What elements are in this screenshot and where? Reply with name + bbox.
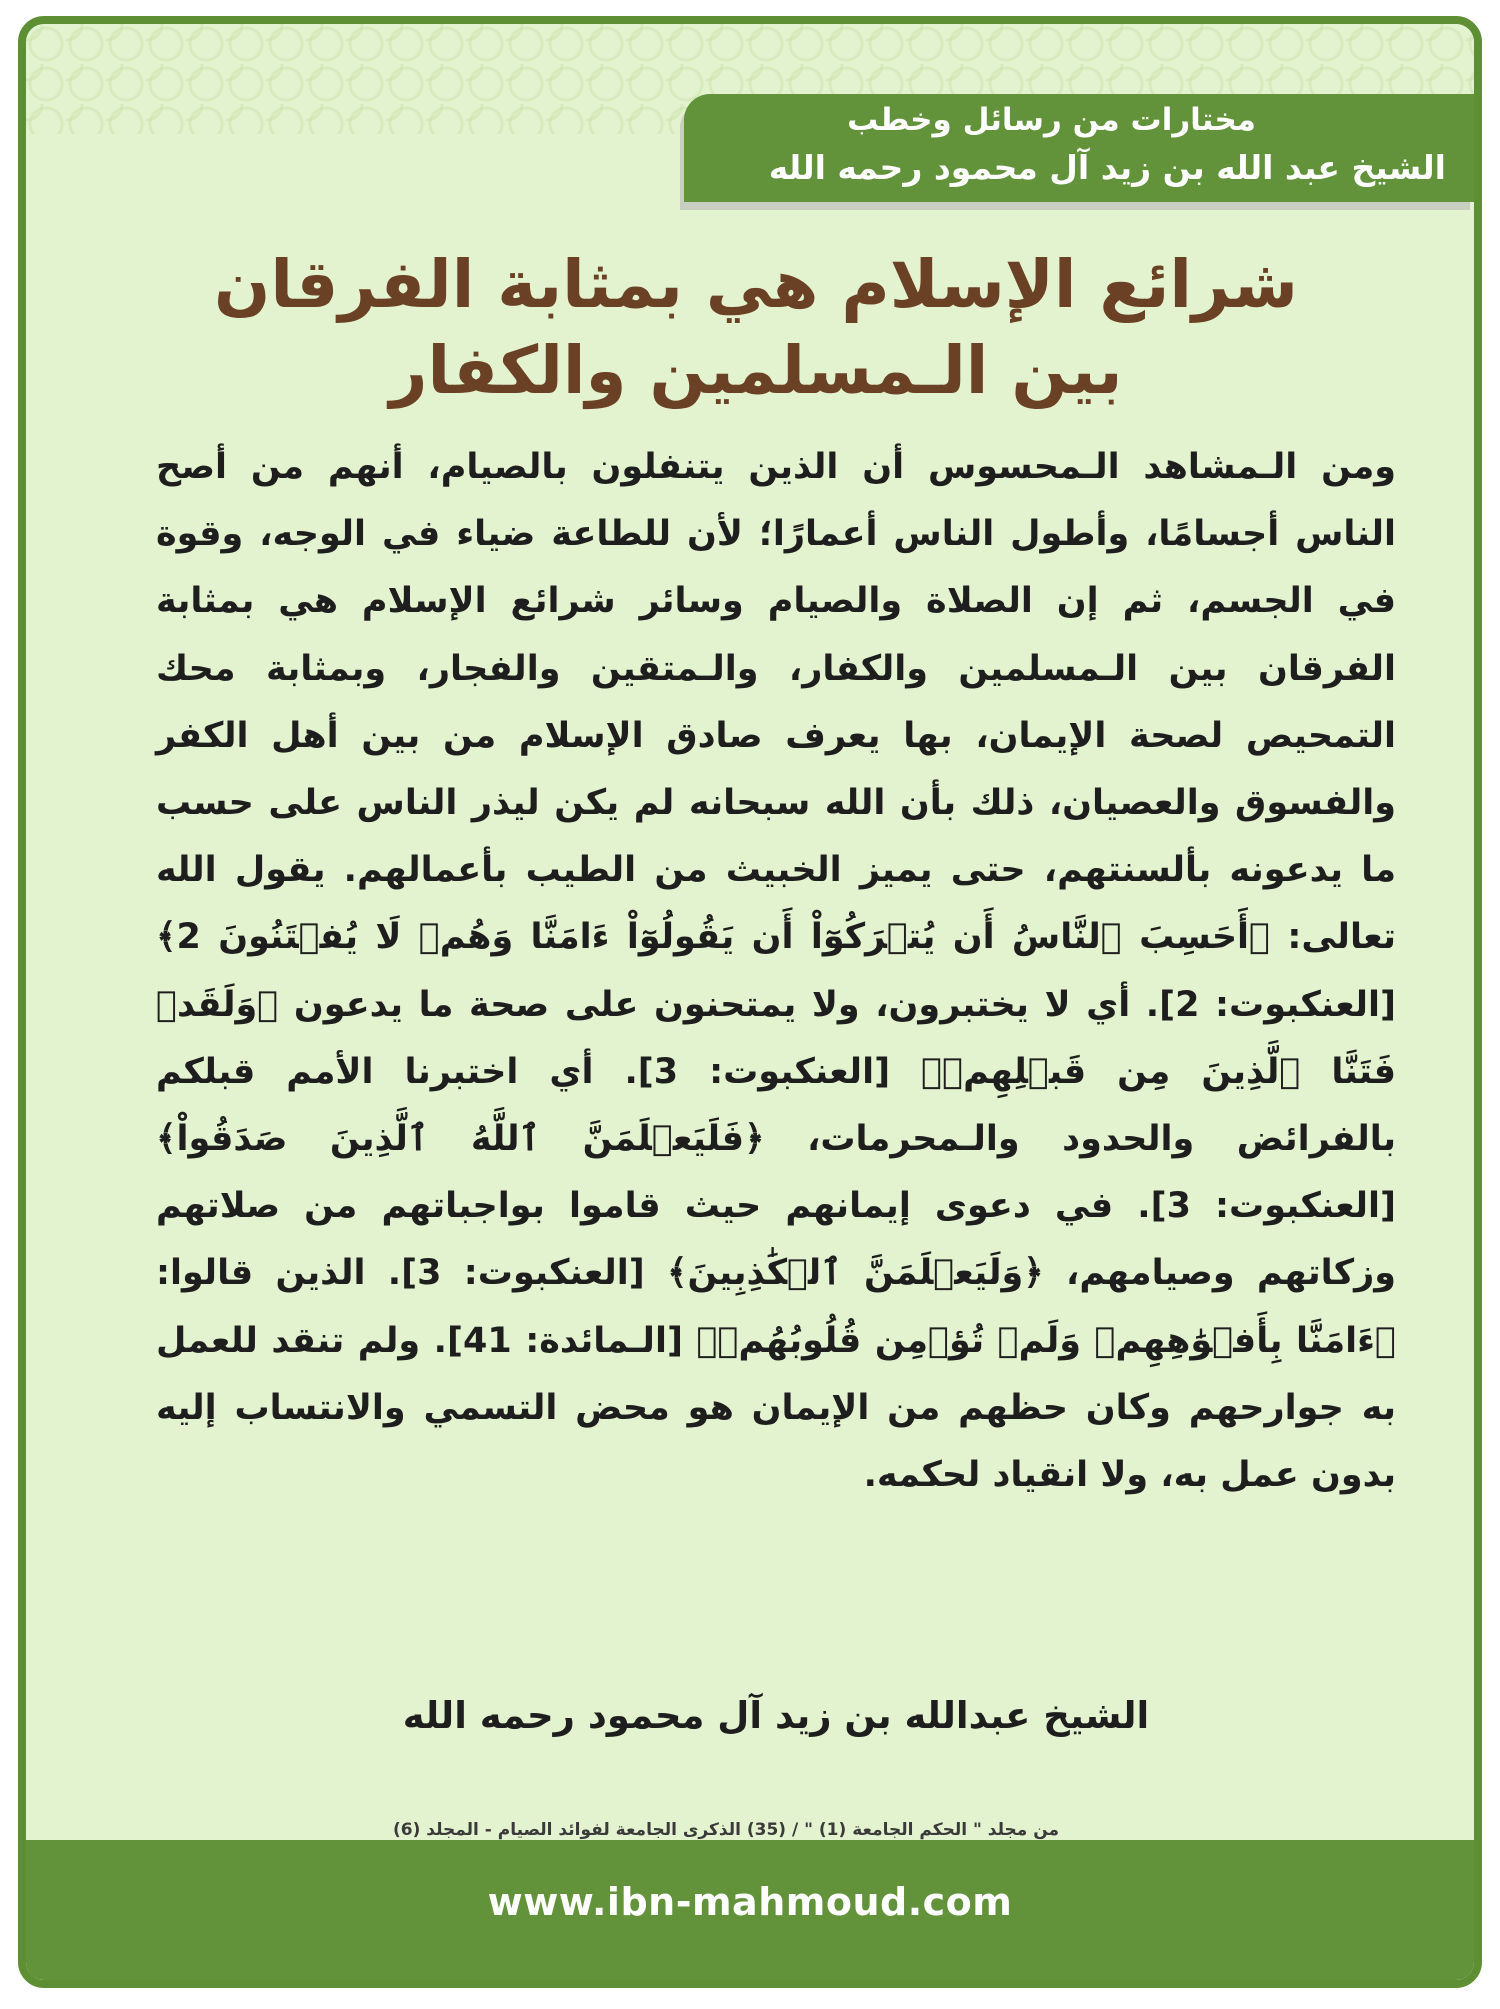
header-series-title: مختارات من رسائل وخطب <box>847 102 1256 138</box>
header-author: الشيخ عبد الله بن زيد آل محمود رحمه الله <box>768 148 1446 187</box>
footer-band <box>26 1840 1474 1980</box>
article-body: ومن الـمشاهد الـمحسوس أن الذين يتنفلون بالصيام، أنهم من أصح الناس أجسامًا، وأطول الناس أعمارًا؛ لأن للطاعة ضياء في الوجه، وقوة في الجسم، ثم إن الصلاة والصيام وسائر شرائع الإسلام هي بمثابة الفرقان بين الـمسلمين والكفار، والـمتقين والفجار، وبمثابة محك التمحيص لصحة الإيمان، بها يعرف صادق الإسلام من بين أهل الكفر والفسوق والعصيان، ذلك بأن الله سبحانه لم يكن ليذر الناس على حسب ما يدعونه بألسنتهم، حتى يميز الخبيث من الطيب بأعمالهم. يقول الله تعالى: ﴿أَحَسِبَ ٱلنَّاسُ أَن يُتۡرَكُوٓاْ أَن يَقُولُوٓاْ ءَامَنَّا وَهُمۡ لَا يُفۡتَنُونَ 2﴾ [العنكبوت: 2]. أي لا يختبرون، ولا يمتحنون على صحة ما يدعون ﴿وَلَقَدۡ فَتَنَّا ٱلَّذِينَ مِن قَبۡلِهِمۡ﴾ [العنكبوت: 3]. أي اختبرنا الأمم قبلكم بالفرائض والحدود والـمحرمات، ﴿فَلَيَعۡلَمَنَّ ٱللَّهُ ٱلَّذِينَ صَدَقُواْ﴾ [العنكبوت: 3]. في دعوى إيمانهم حيث قاموا بواجباتهم من صلاتهم وزكاتهم وصيامهم، ﴿وَلَيَعۡلَمَنَّ ٱلۡكَٰذِبِينَ﴾ [العنكبوت: 3]. الذين قالوا: ﴿ءَامَنَّا بِأَفۡوَٰهِهِمۡ وَلَمۡ تُؤۡمِن قُلُوبُهُمۡ﴾ [الـمائدة: 41]. ولم تنقد للعمل به جوارحهم وكان حظهم من الإيمان هو محض التسمي والانتساب إليه بدون عمل به، ولا انقياد لحكمه. <box>156 447 1397 1496</box>
header-band <box>684 94 1474 202</box>
article-title: شرائع الإسلام هي بمثابة الفرقان بين الـمسلمين والكفار <box>214 246 1298 409</box>
website-link[interactable]: www.ibn-mahmoud.com <box>487 1880 1013 1924</box>
author-signature: الشيخ عبدالله بن زيد آل محمود رحمه الله <box>402 1694 1150 1737</box>
page-frame <box>18 16 1482 1988</box>
source-citation: من مجلد " الحكم الجامعة (1) " / (35) الذكرى الجامعة لفوائد الصيام - المجلد (6) <box>392 1820 1060 1840</box>
